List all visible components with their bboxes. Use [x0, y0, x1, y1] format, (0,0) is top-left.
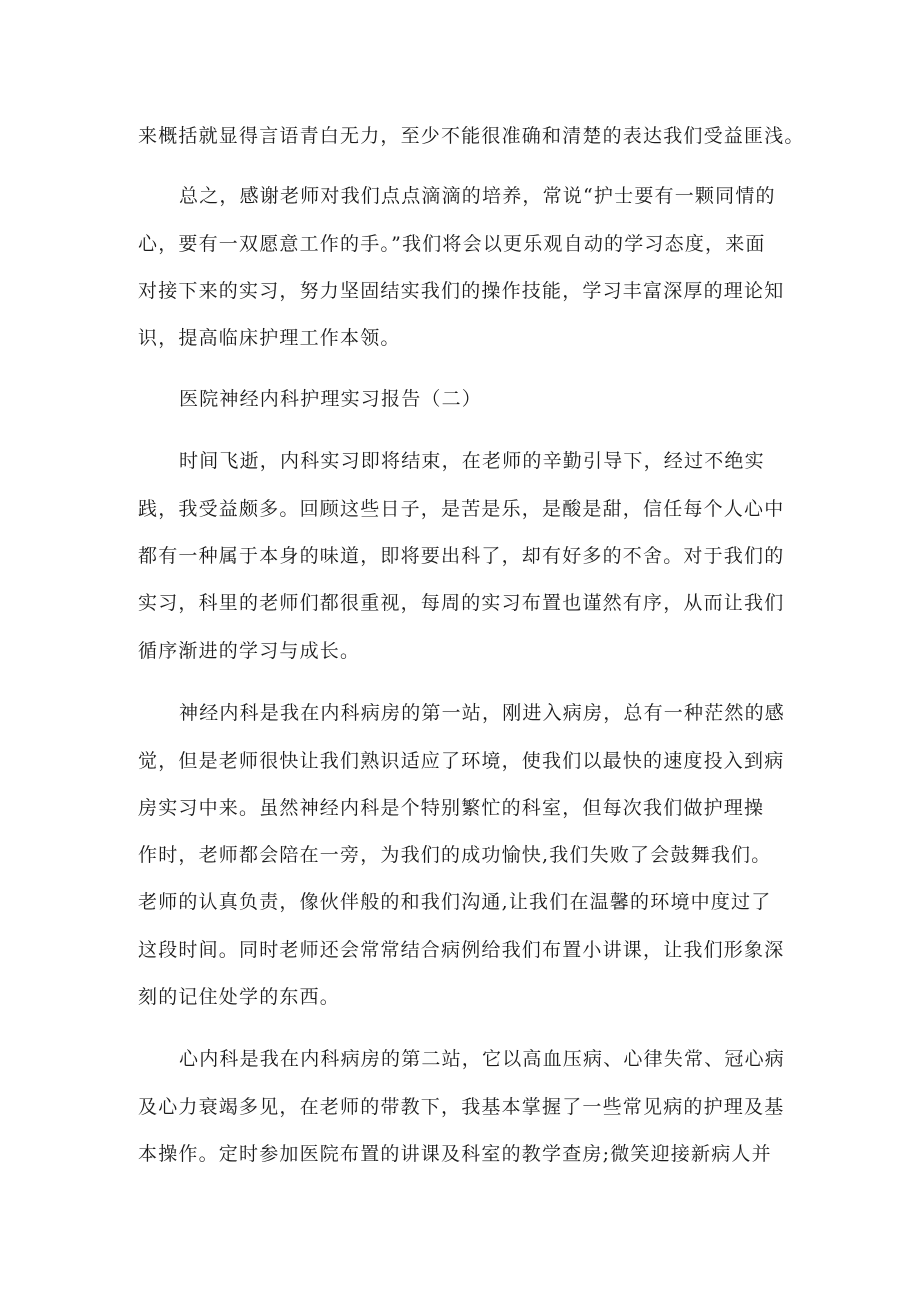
paragraph-line: 总之，感谢老师对我们点点滴滴的培养，常说“护士要有一颗同情的 — [179, 185, 776, 207]
paragraph-line: 心，要有一双愿意工作的手。”我们将会以更乐观自动的学习态度，来面 — [138, 233, 766, 255]
paragraph-line: 及心力衰竭多见，在老师的带教下，我基本掌握了一些常见病的护理及基 — [138, 1096, 785, 1118]
paragraph-line: 神经内科是我在内科病房的第一站，刚进入病房，总有一种茫然的感 — [179, 702, 786, 724]
paragraph-line: 房实习中来。虽然神经内科是个特别繁忙的科室，但每次我们做护理操 — [138, 797, 765, 819]
paragraph-line: 心内科是我在内科病房的第二站，它以高血压病、心律失常、冠心病 — [179, 1048, 786, 1070]
paragraph-line: 时间飞逝，内科实习即将结束，在老师的辛勤引导下，经过不绝实 — [179, 450, 765, 472]
paragraph-line: 循序渐进的学习与成长。 — [138, 640, 361, 662]
paragraph-line: 识，提高临床护理工作本领。 — [138, 327, 401, 349]
paragraph-line: 这段时间。同时老师还会常常结合病例给我们布置小讲课，让我们形象深 — [138, 939, 785, 961]
paragraph-line: 作时，老师都会陪在一旁，为我们的成功愉快,我们失败了会鼓舞我们。 — [138, 844, 772, 866]
paragraph-line: 老师的认真负责，像伙伴般的和我们沟通,让我们在温馨的环境中度过了 — [138, 891, 772, 913]
paragraph-line: 实习，科里的老师们都很重视，每周的实习布置也谨然有序，从而让我们 — [138, 592, 785, 614]
paragraph-line: 都有一种属于本身的味道，即将要出科了，却有好多的不舍。对于我们的 — [138, 545, 785, 567]
paragraph-line: 本操作。定时参加医院布置的讲课及科室的教学查房;微笑迎接新病人并 — [138, 1143, 772, 1165]
paragraph-line: 刻的记住处学的东西。 — [138, 986, 341, 1008]
paragraph-line: 觉，但是老师很快让我们熟识适应了环境，使我们以最快的速度投入到病 — [138, 750, 785, 772]
paragraph-line: 践，我受益颇多。回顾这些日子，是苦是乐，是酸是甜，信任每个人心中 — [138, 498, 785, 520]
paragraph-line: 对接下来的实习，努力坚固结实我们的操作技能，学习丰富深厚的理论知 — [138, 280, 785, 302]
section-heading: 医院神经内科护理实习报告（二） — [179, 388, 483, 410]
paragraph-line: 来概括就显得言语青白无力，至少不能很准确和清楚的表达我们受益匪浅。 — [138, 125, 805, 147]
